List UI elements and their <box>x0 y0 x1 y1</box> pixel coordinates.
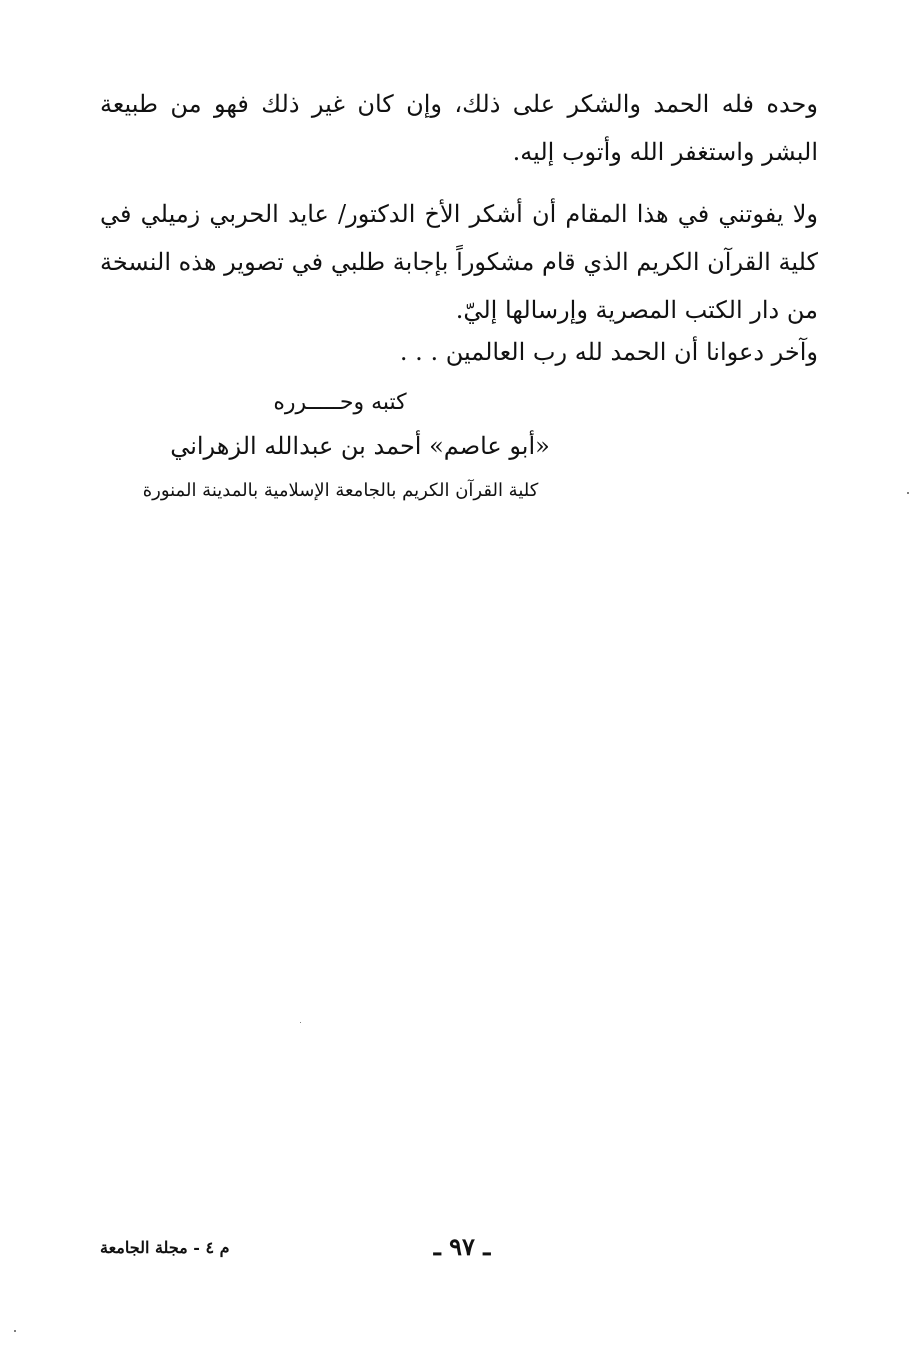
paragraph-closing-praise: وحده فله الحمد والشكر على ذلك، وإن كان غير ذلك فهو من طبيعة البشر واستغفر الله وأتوب إليه. <box>100 90 818 166</box>
signature-author-name: «أبو عاصم» أحمد بن عبدالله الزهراني <box>170 432 550 460</box>
signature-affiliation: كلية القرآن الكريم بالجامعة الإسلامية بالمدينة المنورة <box>142 480 539 501</box>
scan-speck <box>300 1022 301 1023</box>
signature-written-by: كتبه وحـــــرره <box>273 390 407 415</box>
paragraph-acknowledgement: ولا يفوتني في هذا المقام أن أشكر الأخ الدكتور/ عايد الحربي زميلي في كلية القرآن الكريم الذي قام مشكوراً بإجابة طلبي في تصوير هذه النسخة من دار الكتب المصرية وإرسالها إليّ. <box>100 200 818 324</box>
scan-speck <box>14 1330 16 1332</box>
scan-speck <box>907 492 909 494</box>
footer-page-number: ـ ٩٧ ـ <box>433 1232 491 1261</box>
paragraph-final-prayer: وآخر دعوانا أن الحمد لله رب العالمين . . . <box>399 338 818 366</box>
footer-journal-reference: م ٤ - مجلة الجامعة <box>100 1238 230 1257</box>
